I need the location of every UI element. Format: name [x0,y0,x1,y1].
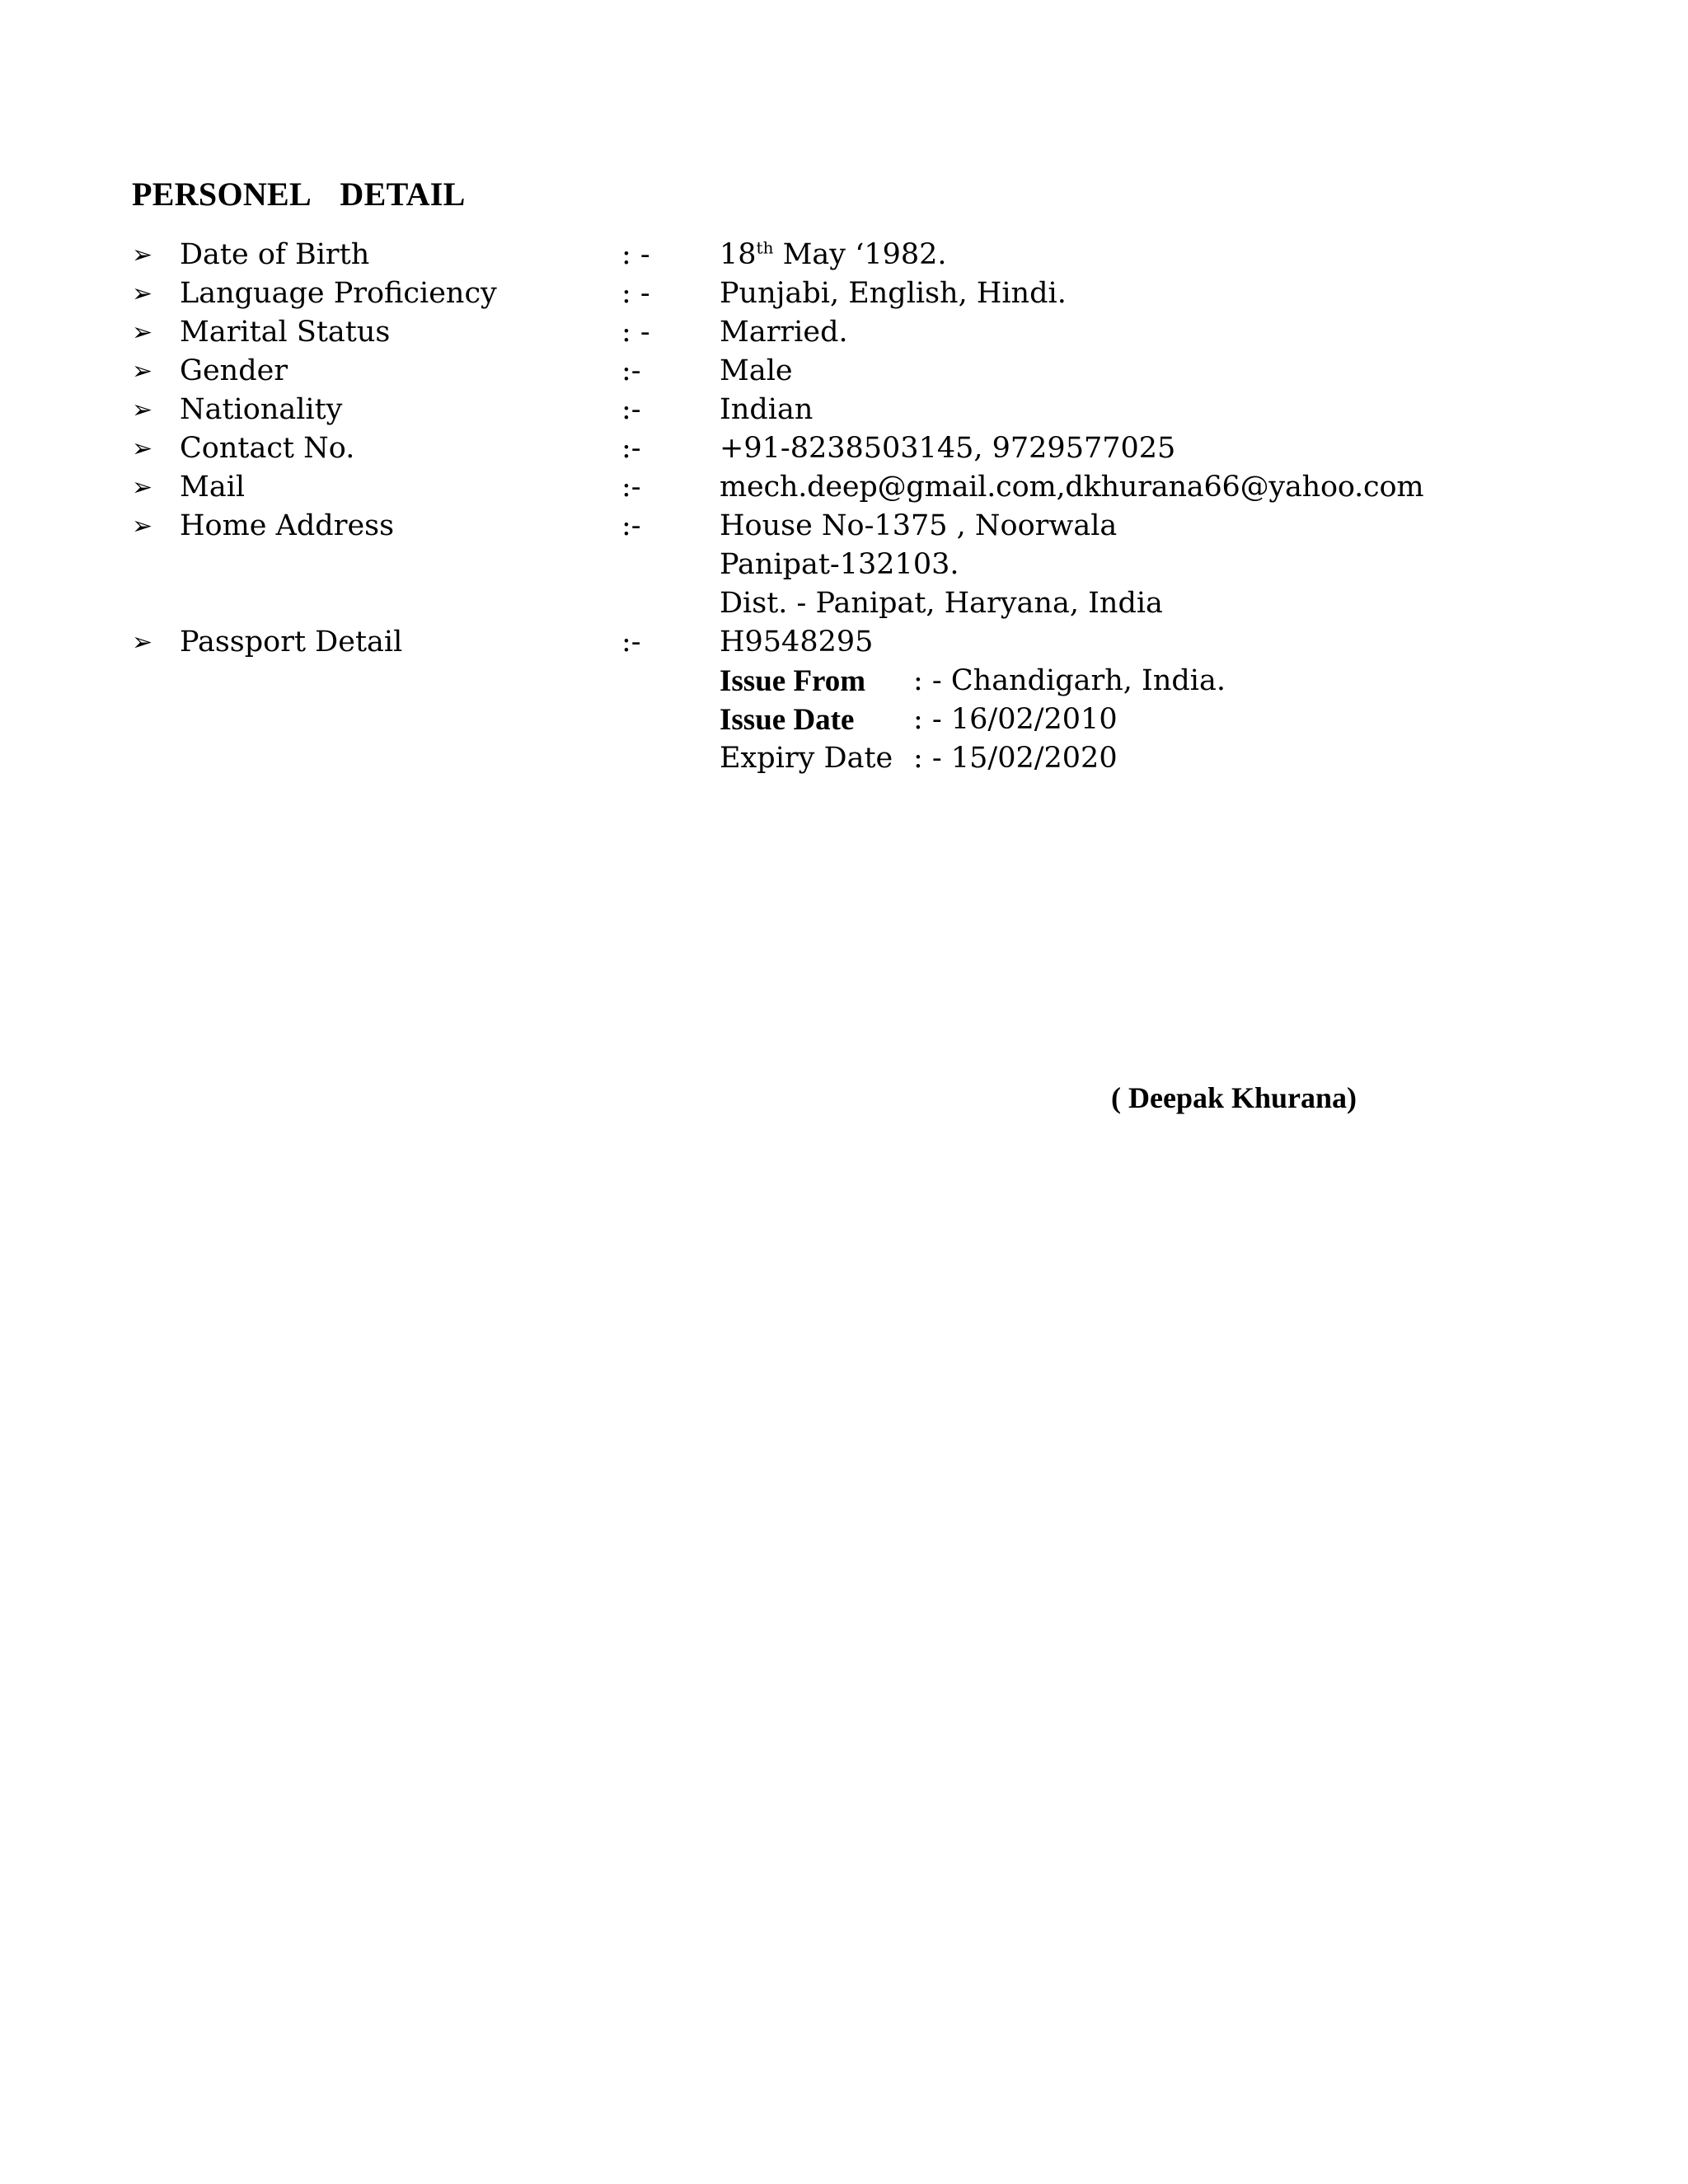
field-label: Mail [180,471,246,504]
field-separator: :- [621,509,641,542]
arrow-bullet-icon: ➢ [132,318,153,347]
expiry-date-label: Expiry Date [720,742,893,775]
field-label: Language Proficiency [180,277,497,310]
field-value: Married. [720,316,848,349]
field-label: Marital Status [180,316,391,349]
birth-day: 18 [720,238,757,271]
arrow-bullet-icon: ➢ [132,241,153,269]
issue-date-value: : - 16/02/2010 [913,703,1118,736]
field-label: Nationality [180,393,343,426]
field-row-date-of-birth [0,236,1688,274]
field-value-email: mech.deep@gmail.com,dkhurana66@yahoo.com [720,471,1424,504]
field-row-passport-detail [0,623,1688,662]
field-row-contact-no [0,429,1688,468]
field-label: Contact No. [180,432,355,465]
field-value: +91-8238503145, 9729577025 [720,432,1176,465]
section-heading: PERSONEL DETAIL [132,176,466,213]
field-row-mail [0,468,1688,507]
signature-name: ( Deepak Khurana) [1111,1081,1357,1114]
address-line [0,546,1688,584]
address-line-text: Panipat-132103. [720,548,959,581]
field-separator: : - [621,238,650,271]
field-separator: :- [621,393,641,426]
field-value: Punjabi, English, Hindi. [720,277,1067,310]
arrow-bullet-icon: ➢ [132,279,153,308]
field-row-gender [0,352,1688,391]
passport-issue-from-row [0,662,1688,701]
field-row-nationality [0,391,1688,429]
field-row-language-proficiency [0,274,1688,313]
arrow-bullet-icon: ➢ [132,512,153,541]
passport-expiry-date-row [0,739,1688,778]
address-line [0,584,1688,623]
field-row-home-address [0,507,1688,546]
arrow-bullet-icon: ➢ [132,434,153,463]
birth-month-year: May ‘1982. [773,238,947,271]
passport-number: H9548295 [720,626,874,658]
field-value: Indian [720,393,814,426]
field-value-date-of-birth [720,236,947,274]
arrow-bullet-icon: ➢ [132,628,153,657]
issue-from-label: Issue From [720,664,866,698]
passport-issue-date-row [0,701,1688,739]
issue-date-label: Issue Date [720,703,855,737]
ordinal-suffix: th [756,237,774,258]
field-label: Date of Birth [180,238,370,271]
address-line-text: Dist. - Panipat, Haryana, India [720,587,1163,620]
issue-from-value: : - Chandigarh, India. [913,664,1226,697]
field-separator: : - [621,316,650,349]
field-separator: :- [621,626,641,658]
expiry-date-value: : - 15/02/2020 [913,742,1118,775]
arrow-bullet-icon: ➢ [132,473,153,502]
arrow-bullet-icon: ➢ [132,357,153,386]
field-label: Gender [180,354,288,387]
field-value: Male [720,354,793,387]
field-separator: :- [621,471,641,504]
field-separator: : - [621,277,650,310]
field-separator: :- [621,432,641,465]
field-separator: :- [621,354,641,387]
field-value: House No-1375 , Noorwala [720,509,1118,542]
field-row-marital-status [0,313,1688,352]
field-label: Home Address [180,509,395,542]
arrow-bullet-icon: ➢ [132,396,153,424]
field-label: Passport Detail [180,626,403,658]
